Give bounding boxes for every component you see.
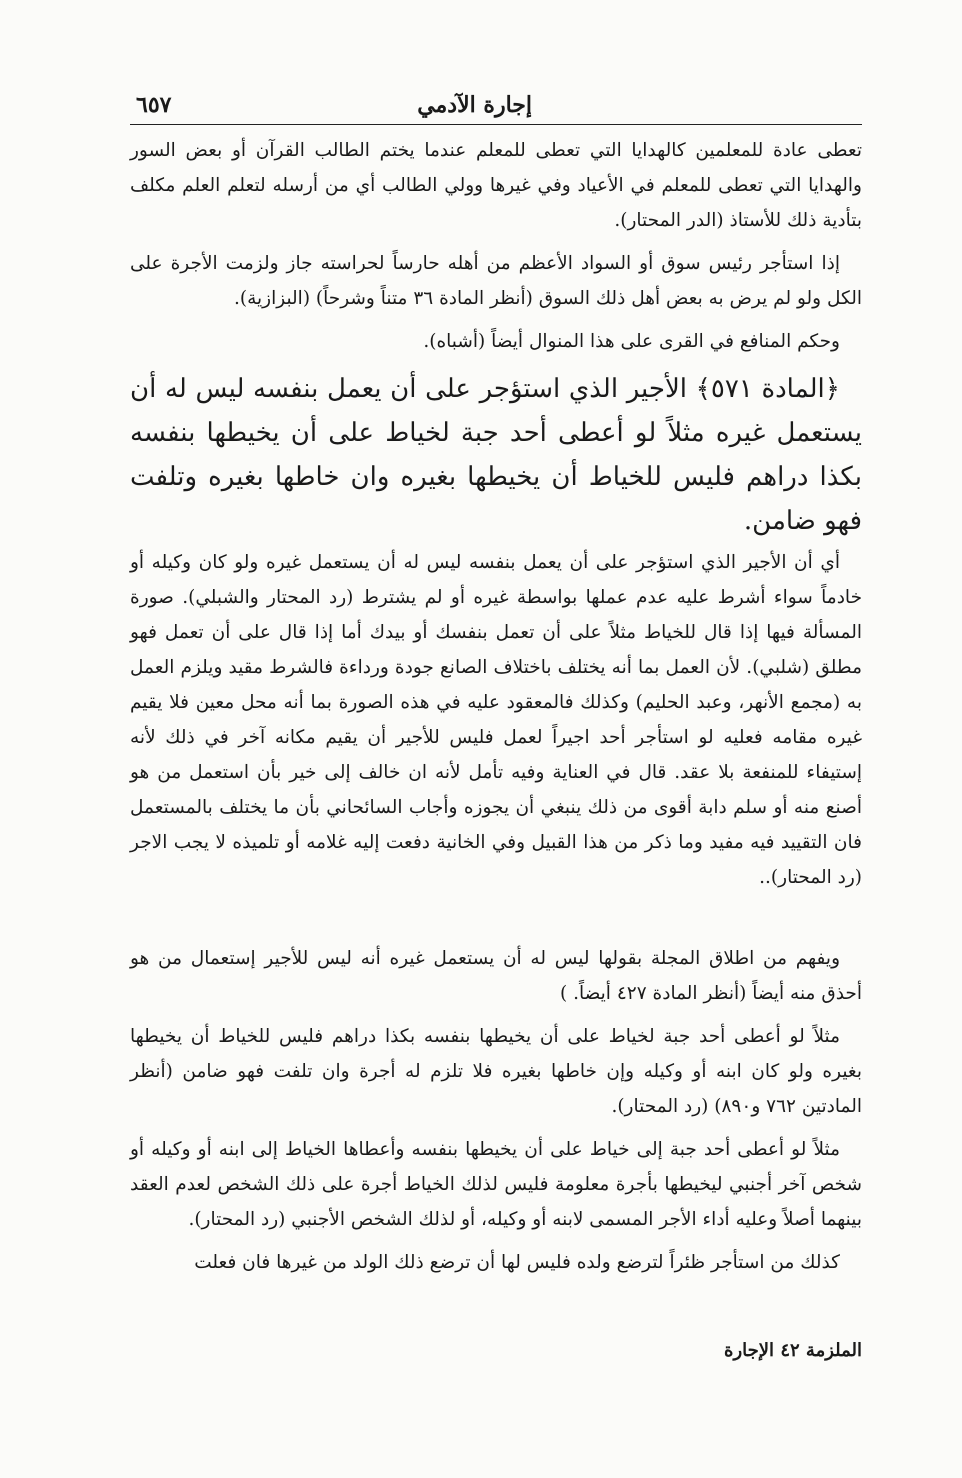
running-title: إجارة الآدمي — [417, 92, 532, 118]
paragraph-example-son-agent: مثلاً لو أعطى أحد جبة إلى خياط على أن يخيطها بنفسه وأعطاها الخياط إلى ابنه أو وكيله أو شخص آخر أجنبي ليخيطها بأجرة معلومة فليس لذلك الخياط أجرة على ذلك الشخص لعدم العقد بينهما أصلاً وعليه أداء الأجر المسمى لابنه أو وكيله، أو لذلك الشخص الأجنبي (رد المحتار). — [130, 1139, 862, 1230]
paragraph-majalla-inference: ويفهم من اطلاق المجلة بقولها ليس له أن يستعمل غيره أنه ليس للأجير إستعمال من هو أحذق منه أيضاً (أنظر المادة ٤٢٧ أيضاً. ) — [130, 948, 862, 1004]
page-header — [130, 88, 862, 125]
paragraph-villages: وحكم المنافع في القرى على هذا المنوال أيضاً (أشباه). — [423, 331, 840, 352]
signature-mark: الملزمة ٤٢ الإجارة — [724, 1340, 862, 1361]
paragraph-example-tailor: مثلاً لو أعطى أحد جبة لخياط على أن يخيطها بنفسه بكذا دراهم فليس للخياط أن يخيطها بغيره ولو كان ابنه أو وكيله وإن خاطها بغيره فلا تلزم له أجرة وان تلفت فهو ضامن (أنظر المادتين ٧٦٢ و٨٩٠) (رد المحتار). — [130, 1026, 862, 1117]
paragraph-market-guard: إذا استأجر رئيس سوق أو السواد الأعظم من أهله حارساً لحراسته جاز ولزمت الأجرة على الكل ولو لم يرض به بعض أهل ذلك السوق (أنظر المادة ٣٦ متناً وشرحاً) (البزازية). — [130, 253, 862, 309]
document-page — [130, 88, 862, 1388]
paragraph-continuation: تعطى عادة للمعلمين كالهدايا التي تعطى للمعلم عندما يختم الطالب القرآن أو بعض السور والهدايا التي تعطى للمعلم في الأعياد وفي غيرها وولي الطالب أي من أرسله لتعلم العلم مكلف بتأدية ذلك للأستاذ (الدر المحتار). — [130, 140, 862, 231]
page-number: ٦٥٧ — [136, 92, 172, 118]
article-571: ﴿المادة ٥٧١﴾ الأجير الذي استؤجر على أن يعمل بنفسه ليس له أن يستعمل غيره مثلاً لو أعطى أحد جبة لخياط على أن يخيطها بنفسه بكذا دراهم فليس للخياط أن يخيطها بغيره وان خاطها بغيره وتلفت فهو ضامن. — [130, 374, 862, 536]
paragraph-wet-nurse: كذلك من استأجر ظئراً لترضع ولده فليس لها أن ترضع ذلك الولد من غيرها فان فعلت — [194, 1252, 840, 1273]
paragraph-commentary: أي أن الأجير الذي استؤجر على أن يعمل بنفسه ليس له أن يستعمل غيره ولو كان وكيله أو خادماً سواء أشرط عليه عدم عملها بواسطة غيره أو لم يشترط (رد المحتار والشبلي). صورة المسألة فيها إذا قال للخياط مثلاً على أن تعمل بنفسك أو بيدك أما إذا قال على أن تعمل فهو مطلق (شلبي). لأن العمل بما أنه يختلف باختلاف الصانع جودة ورداءة فالشرط مقيد ويلزم العمل به (مجمع الأنهر، وعبد الحليم) وكذلك فالمعقود عليه في هذه الصورة بما أنه محل معين فلا يقيم غيره مقامه فعليه لو استأجر أحد اجيراً لعمل فليس للأجير أن يقيم مكانه آخر في ذلك لأنه إستيفاء للمنفعة بلا عقد. قال في العناية وفيه تأمل لأنه ان خالف إلى خير بأن استعمل من هو أصنع منه أو سلم دابة أقوى من ذلك ينبغي أن يجوزه وأجاب السائحاني بأن ما يختلف بالمستعمل فان التقييد فيه مفيد وما ذكر من هذا القبيل وفي الخانية دفعت إليه غلامه أو تلميذه لا يجب الاجر (رد المحتار).. — [130, 552, 862, 888]
